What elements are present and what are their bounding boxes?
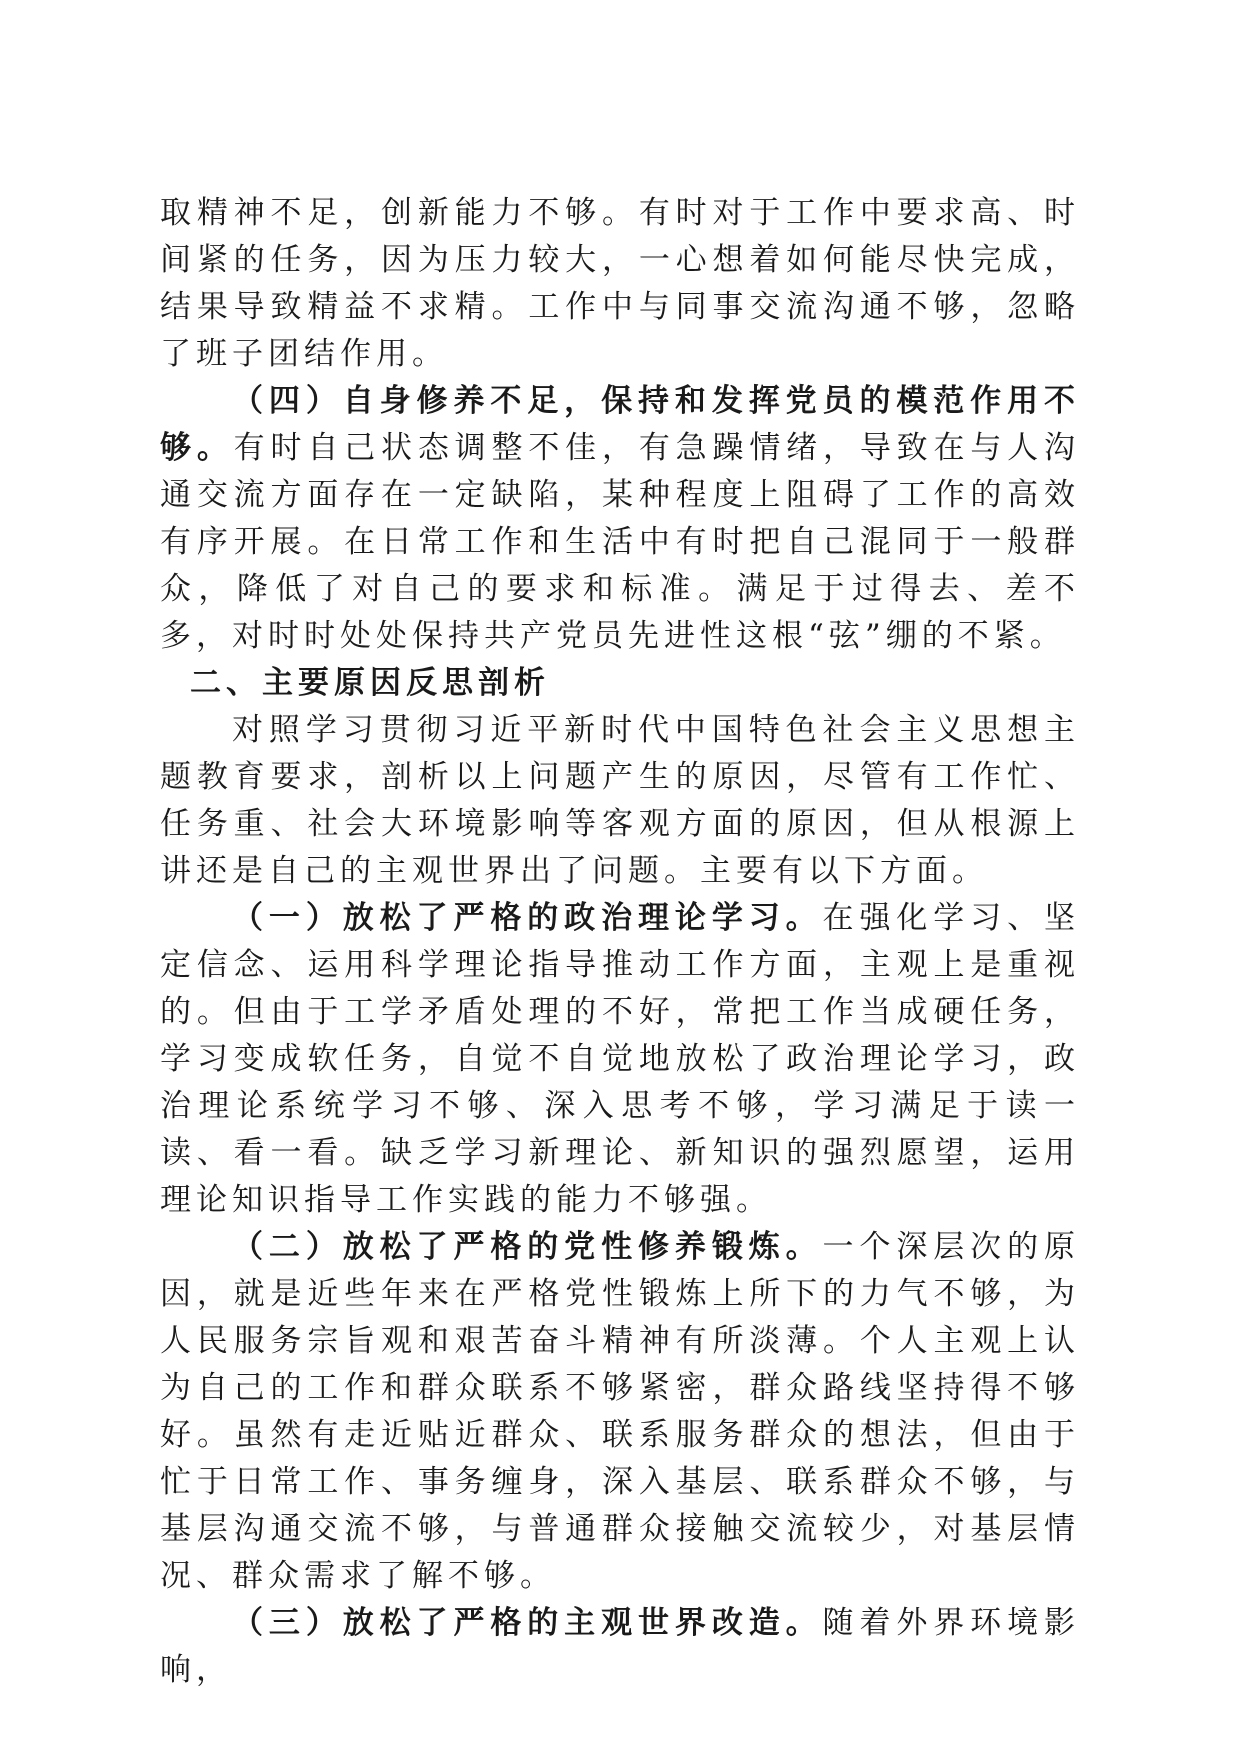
paragraph-reason-2 bbox=[160, 1224, 1080, 1600]
reason-3-lead: （三）放松了严格的主观世界改造。 bbox=[232, 1605, 823, 1641]
section-heading-2: 二、主要原因反思剖析 bbox=[190, 665, 550, 701]
paragraph-continuation: 取精神不足，创新能力不够。有时对于工作中要求高、时间紧的任务，因为压力较大，一心想着如何能尽快完成，结果导致精益不求精。工作中与同事交流沟通不够，忽略了班子团结作用。 bbox=[160, 195, 1080, 372]
reason-2-body: 一个深层次的原因，就是近些年来在严格党性锻炼上所下的力气不够，为人民服务宗旨观和艰苦奋斗精神有所淡薄。个人主观上认为自己的工作和群众联系不够紧密，群众路线坚持得不够好。虽然有走近贴近群众、联系服务群众的想法，但由于忙于日常工作、事务缠身，深入基层、联系群众不够，与基层沟通交流不够，与普通群众接触交流较少，对基层情况、群众需求了解不够。 bbox=[160, 1229, 1081, 1594]
paragraph-reason-1 bbox=[160, 895, 1080, 1224]
reason-1-lead: （一）放松了严格的政治理论学习。 bbox=[232, 900, 823, 936]
item-4-body: 有时自己状态调整不佳，有急躁情绪，导致在与人沟通交流方面存在一定缺陷，某种程度上阻碍了工作的高效有序开展。在日常工作和生活中有时把自己混同于一般群众，降低了对自己的要求和标准。满足于过得去、差不多，对时时处处保持共产党员先进性这根“弦”绷的不紧。 bbox=[160, 430, 1081, 654]
section-2-intro: 对照学习贯彻习近平新时代中国特色社会主义思想主题教育要求，剖析以上问题产生的原因，尽管有工作忙、任务重、社会大环境影响等客观方面的原因，但从根源上讲还是自己的主观世界出了问题。主要有以下方面。 bbox=[160, 712, 1080, 889]
paragraph-reason-3 bbox=[160, 1600, 1080, 1694]
document-page bbox=[160, 190, 1080, 1694]
reason-3-body: 随着外界环境影响， bbox=[160, 1605, 1081, 1688]
paragraph-item-4 bbox=[160, 378, 1080, 660]
item-4-lead: （四）自身修养不足，保持和发挥党员的模范作用不够。 bbox=[160, 383, 1080, 466]
reason-2-lead: （二）放松了严格的党性修养锻炼。 bbox=[232, 1229, 823, 1265]
reason-1-body: 在强化学习、坚定信念、运用科学理论指导推动工作方面，主观上是重视的。但由于工学矛盾处理的不好，常把工作当成硬任务，学习变成软任务，自觉不自觉地放松了政治理论学习，政治理论系统学习不够、深入思考不够，学习满足于读一读、看一看。缺乏学习新理论、新知识的强烈愿望，运用理论知识指导工作实践的能力不够强。 bbox=[160, 900, 1081, 1218]
